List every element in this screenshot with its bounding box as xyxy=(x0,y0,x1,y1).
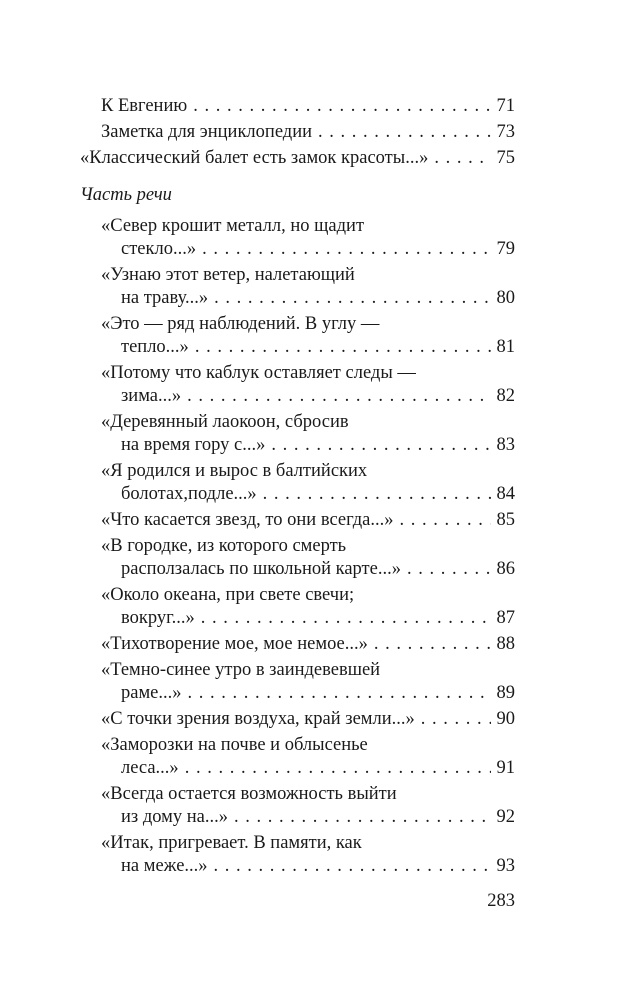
toc-entry xyxy=(101,509,515,532)
entry-page: 86 xyxy=(496,559,515,579)
toc-entry xyxy=(101,832,515,878)
entry-title-line: раме...» xyxy=(121,683,182,703)
entry-title-line: «Итак, пригревает. В памяти, как xyxy=(101,833,362,853)
entry-page: 92 xyxy=(496,807,515,827)
entry-title-line: из дому на...» xyxy=(121,807,228,827)
entry-title-line: «С точки зрения воздуха, край земли...» xyxy=(101,709,415,729)
entry-title-line: «Тихотворение мое, мое немое...» xyxy=(101,634,368,654)
entry-title-line: зима...» xyxy=(121,386,182,406)
entry-title-line: тепло...» xyxy=(121,337,189,357)
entry-page: 88 xyxy=(496,634,515,654)
entry-title-line: «Что касается звезд, то они всегда...» xyxy=(101,510,394,530)
dot-leader xyxy=(400,509,491,532)
entry-page: 87 xyxy=(496,608,515,628)
dot-leader xyxy=(318,121,491,144)
dot-leader xyxy=(202,238,490,261)
toc-entry xyxy=(101,708,515,731)
entry-title-line: расползалась по школьной карте...» xyxy=(121,559,401,579)
entry-page: 82 xyxy=(496,386,515,406)
entry-page: 84 xyxy=(496,484,515,504)
toc-entry xyxy=(101,460,515,506)
toc-entry xyxy=(101,313,515,359)
toc-entry xyxy=(101,783,515,829)
entry-title-line: «Север крошит металл, но щадит xyxy=(101,216,365,236)
entry-page: 73 xyxy=(496,122,515,142)
toc-entry xyxy=(101,584,515,630)
entry-title-line: «Около океана, при свете свечи; xyxy=(101,585,355,605)
dot-leader xyxy=(214,287,490,310)
entry-title-line: стекло...» xyxy=(121,239,197,259)
entry-page: 80 xyxy=(496,288,515,308)
toc-entries xyxy=(80,215,515,878)
dot-leader xyxy=(434,147,490,170)
entry-title: К Евгению xyxy=(101,96,188,116)
dot-leader xyxy=(234,806,491,829)
entry-title-line: «Потому что каблук оставляет следы — xyxy=(101,363,416,383)
dot-leader xyxy=(193,95,490,118)
entry-title: «Классический балет есть замок красоты...» xyxy=(80,148,429,168)
toc-entry xyxy=(101,362,515,408)
entry-page: 81 xyxy=(496,337,515,357)
entry-page: 89 xyxy=(496,683,515,703)
toc-entry xyxy=(101,215,515,261)
entry-title-line: вокруг...» xyxy=(121,608,195,628)
toc-entry xyxy=(101,95,515,118)
toc-entry xyxy=(80,147,515,170)
toc-entry xyxy=(101,264,515,310)
entry-page: 71 xyxy=(496,96,515,116)
dot-leader xyxy=(201,607,491,630)
entry-title-line: «Деревянный лаокоон, сбросив xyxy=(101,412,349,432)
entry-title-line: «Заморозки на почве и облысенье xyxy=(101,735,368,755)
entry-title-line: болотах,подле...» xyxy=(121,484,257,504)
toc-entry xyxy=(101,734,515,780)
toc-entry xyxy=(101,659,515,705)
entry-title-line: «Узнаю этот ветер, налетающий xyxy=(101,265,355,285)
dot-leader xyxy=(195,336,491,359)
entry-page: 93 xyxy=(496,856,515,876)
entry-page: 91 xyxy=(496,758,515,778)
entry-title-line: «Всегда остается возможность выйти xyxy=(101,784,397,804)
dot-leader xyxy=(374,633,491,656)
dot-leader xyxy=(263,483,491,506)
entry-page: 85 xyxy=(496,510,515,530)
entry-page: 83 xyxy=(496,435,515,455)
toc-entry xyxy=(101,535,515,581)
entry-title: Заметка для энциклопедии xyxy=(101,122,312,142)
dot-leader xyxy=(188,682,491,705)
dot-leader xyxy=(407,558,491,581)
toc-entry xyxy=(101,121,515,144)
dot-leader xyxy=(214,855,491,878)
entry-title-line: «В городке, из которого смерть xyxy=(101,536,347,556)
entry-page: 75 xyxy=(496,148,515,168)
entry-page: 79 xyxy=(496,239,515,259)
toc-entry xyxy=(101,411,515,457)
entry-title-line: на время гору с...» xyxy=(121,435,266,455)
dot-leader xyxy=(185,757,491,780)
entry-title-line: «Это — ряд наблюдений. В углу — xyxy=(101,314,380,334)
entry-title-line: «Я родился и вырос в балтийских xyxy=(101,461,368,481)
entry-title-line: на меже...» xyxy=(121,856,208,876)
entry-page: 90 xyxy=(496,709,515,729)
entry-title-line: леса...» xyxy=(121,758,179,778)
entry-title-line: на траву...» xyxy=(121,288,209,308)
toc-entry xyxy=(101,633,515,656)
dot-leader xyxy=(271,434,490,457)
dot-leader xyxy=(421,708,491,731)
section-heading: Часть речи xyxy=(80,185,172,205)
dot-leader xyxy=(187,385,490,408)
page-number: 283 xyxy=(487,891,515,911)
toc-page xyxy=(80,95,515,881)
entry-title-line: «Темно-синее утро в заиндевевшей xyxy=(101,660,381,680)
